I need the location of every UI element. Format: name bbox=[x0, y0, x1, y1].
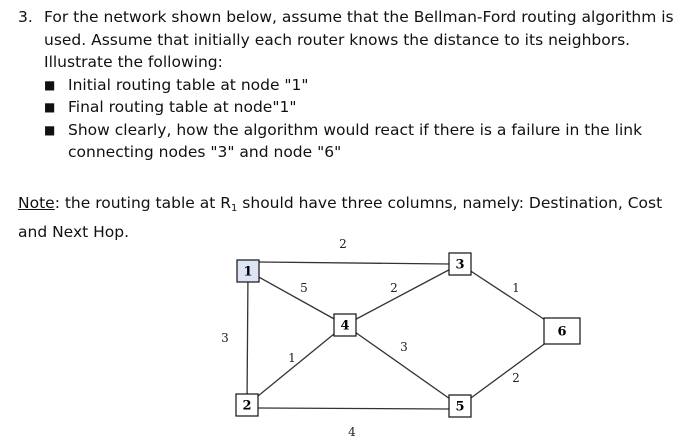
node-label: 5 bbox=[455, 399, 465, 415]
link-cost-label: 1 bbox=[288, 351, 296, 365]
node-3 bbox=[449, 253, 471, 275]
link-cost-label: 2 bbox=[339, 237, 347, 251]
network-links bbox=[221, 237, 562, 439]
bullet-text: Final routing table at node"1" bbox=[68, 98, 297, 116]
bullet-text: Initial routing table at node "1" bbox=[68, 75, 309, 94]
link-4-5 bbox=[345, 325, 460, 406]
note-subscript: 1 bbox=[231, 203, 238, 214]
link-cost-label: 5 bbox=[300, 281, 308, 295]
link-2-4 bbox=[247, 325, 345, 405]
note-text-after: should have three columns, namely: Destination, Cost and Next Hop. bbox=[18, 194, 663, 241]
link-4-3 bbox=[345, 264, 460, 325]
link-2-5 bbox=[258, 408, 449, 409]
node-5 bbox=[449, 395, 471, 417]
node-2 bbox=[236, 394, 258, 416]
link-cost-label: 1 bbox=[512, 281, 520, 295]
node-label: 1 bbox=[243, 264, 253, 280]
note-label: Note bbox=[18, 194, 55, 212]
link-cost-label: 3 bbox=[221, 331, 229, 345]
bullet-icon: ■ bbox=[44, 77, 56, 92]
node-4 bbox=[334, 314, 356, 336]
link-cost-label: 4 bbox=[348, 425, 356, 439]
link-1-2 bbox=[247, 271, 248, 405]
node-label: 3 bbox=[455, 257, 465, 273]
node-label: 6 bbox=[557, 324, 567, 340]
link-cost-label: 3 bbox=[400, 340, 408, 354]
bullet-text: Show clearly, how the algorithm would react if there is a failure in the link connecting nodes "3" and node "6" bbox=[68, 120, 643, 161]
question-intro: For the network shown below, assume that the Bellman-Ford routing algorithm is used. Assume that initially each router knows the distance to its neighbors. Illustrate the following: bbox=[44, 8, 674, 71]
link-1-3 bbox=[259, 262, 449, 264]
bullet-icon: ■ bbox=[44, 122, 56, 137]
link-cost-label: 2 bbox=[512, 371, 520, 385]
note-text-before: : the routing table at R bbox=[54, 194, 231, 212]
network-nodes bbox=[236, 253, 580, 417]
link-cost-label: 2 bbox=[390, 281, 398, 295]
link-1-4 bbox=[248, 271, 345, 325]
node-label: 4 bbox=[340, 318, 350, 334]
node-1 bbox=[237, 260, 259, 282]
node-label: 2 bbox=[242, 398, 252, 414]
question-number: 3. bbox=[18, 8, 33, 26]
node-6 bbox=[544, 318, 580, 344]
bullet-icon: ■ bbox=[44, 100, 56, 114]
